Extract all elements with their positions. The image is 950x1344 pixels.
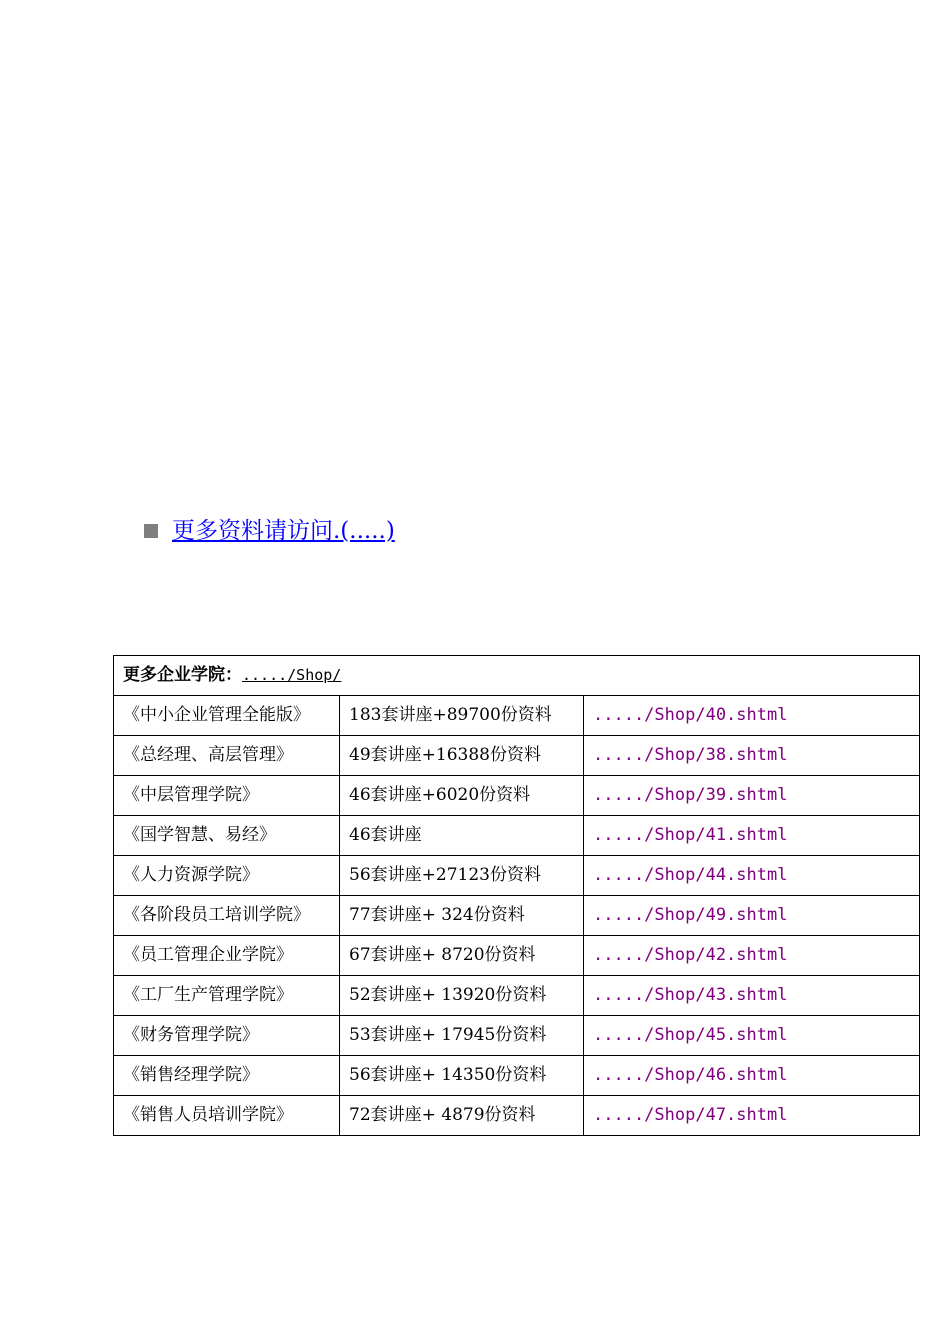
course-name: 《人力资源学院》: [114, 856, 340, 896]
course-url-link[interactable]: ...../Shop/46.shtml: [584, 1056, 920, 1096]
course-desc: 67套讲座+ 8720份资料: [340, 936, 584, 976]
course-desc: 46套讲座: [340, 816, 584, 856]
more-resources-link[interactable]: 更多资料请访问.(.....): [172, 518, 395, 544]
course-url-link[interactable]: ...../Shop/38.shtml: [584, 736, 920, 776]
course-desc: 56套讲座+ 14350份资料: [340, 1056, 584, 1096]
table-row: [114, 1056, 920, 1096]
header-label: 更多企业学院：: [123, 665, 242, 685]
course-name: 《销售经理学院》: [114, 1056, 340, 1096]
header-url-link[interactable]: ...../Shop/: [242, 666, 342, 684]
table-row: [114, 776, 920, 816]
course-desc: 72套讲座+ 4879份资料: [340, 1096, 584, 1136]
table-header-cell: [114, 656, 920, 696]
table-row: [114, 976, 920, 1016]
table-header-row: [114, 656, 920, 696]
more-resources-line: [144, 516, 395, 546]
course-desc: 56套讲座+27123份资料: [340, 856, 584, 896]
course-desc: 77套讲座+ 324份资料: [340, 896, 584, 936]
course-name: 《销售人员培训学院》: [114, 1096, 340, 1136]
course-desc: 46套讲座+6020份资料: [340, 776, 584, 816]
course-name: 《总经理、高层管理》: [114, 736, 340, 776]
table-row: [114, 936, 920, 976]
course-desc: 52套讲座+ 13920份资料: [340, 976, 584, 1016]
shop-table: [113, 655, 920, 1136]
course-name: 《工厂生产管理学院》: [114, 976, 340, 1016]
course-url-link[interactable]: ...../Shop/40.shtml: [584, 696, 920, 736]
course-desc: 183套讲座+89700份资料: [340, 696, 584, 736]
square-bullet-icon: [144, 524, 158, 538]
course-url-link[interactable]: ...../Shop/42.shtml: [584, 936, 920, 976]
course-url-link[interactable]: ...../Shop/43.shtml: [584, 976, 920, 1016]
course-url-link[interactable]: ...../Shop/44.shtml: [584, 856, 920, 896]
course-name: 《国学智慧、易经》: [114, 816, 340, 856]
course-name: 《各阶段员工培训学院》: [114, 896, 340, 936]
course-name: 《中层管理学院》: [114, 776, 340, 816]
table-row: [114, 1016, 920, 1056]
table-row: [114, 856, 920, 896]
table-row: [114, 1096, 920, 1136]
course-url-link[interactable]: ...../Shop/41.shtml: [584, 816, 920, 856]
table-row: [114, 736, 920, 776]
course-desc: 49套讲座+16388份资料: [340, 736, 584, 776]
table-row: [114, 816, 920, 856]
course-name: 《中小企业管理全能版》: [114, 696, 340, 736]
course-desc: 53套讲座+ 17945份资料: [340, 1016, 584, 1056]
course-url-link[interactable]: ...../Shop/45.shtml: [584, 1016, 920, 1056]
course-url-link[interactable]: ...../Shop/39.shtml: [584, 776, 920, 816]
table-row: [114, 896, 920, 936]
course-name: 《员工管理企业学院》: [114, 936, 340, 976]
course-url-link[interactable]: ...../Shop/47.shtml: [584, 1096, 920, 1136]
table-row: [114, 696, 920, 736]
course-name: 《财务管理学院》: [114, 1016, 340, 1056]
course-url-link[interactable]: ...../Shop/49.shtml: [584, 896, 920, 936]
